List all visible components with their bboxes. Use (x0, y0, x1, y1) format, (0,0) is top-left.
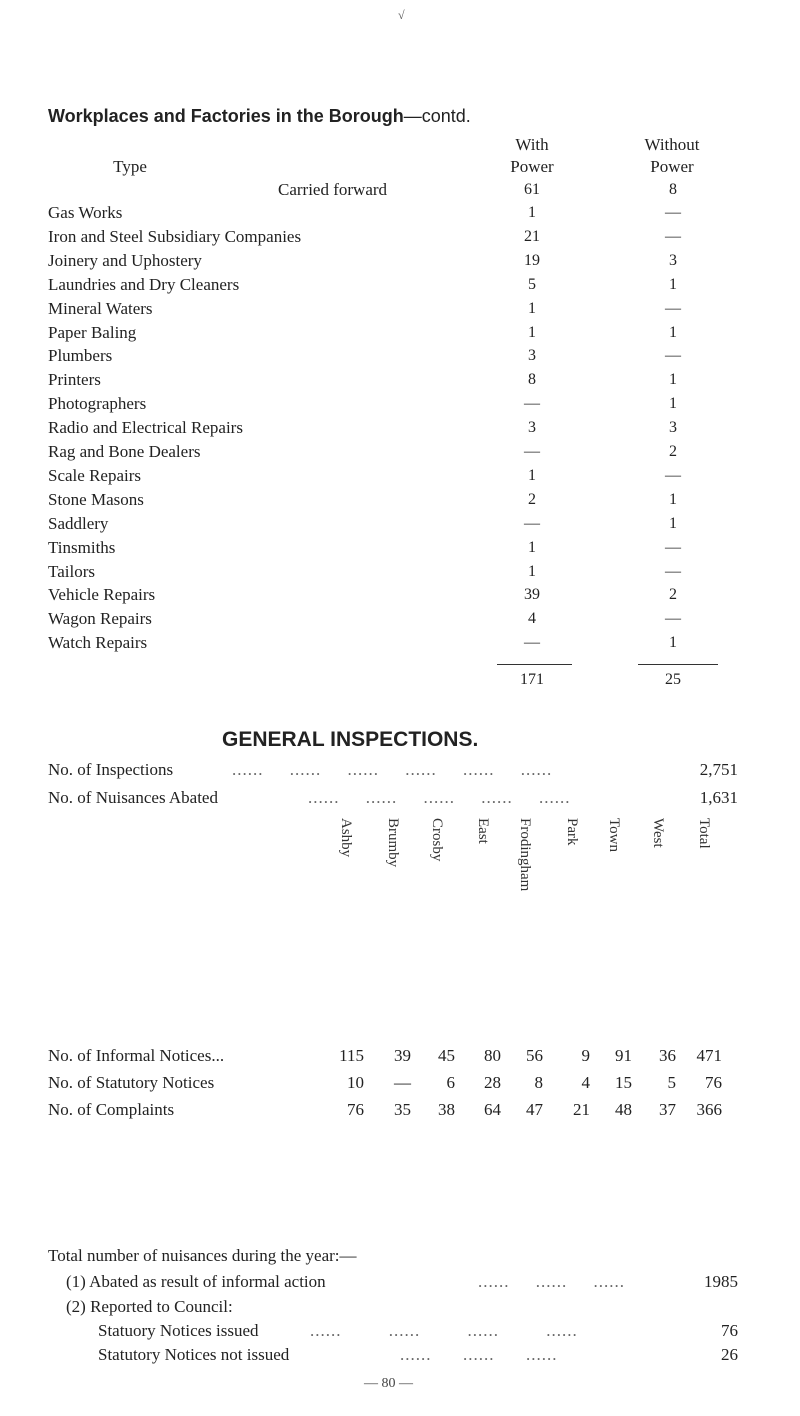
workplace-type: Tailors (48, 562, 95, 581)
district-cell: 56 (526, 1046, 543, 1065)
district-column-header: Brumby (385, 818, 401, 868)
district-cell: 76 (705, 1073, 722, 1092)
district-column-header: Crosby (429, 818, 445, 862)
workplace-type: Saddlery (48, 514, 109, 533)
with-power-value: 3 (528, 419, 536, 436)
district-column-header: Total (696, 818, 712, 849)
district-cell: — (394, 1073, 411, 1092)
workplace-type: Laundries and Dry Cleaners (48, 275, 240, 294)
reported-label: (2) Reported to Council: (66, 1297, 233, 1316)
district-cell: 76 (347, 1100, 364, 1119)
district-cell: 4 (581, 1073, 590, 1092)
with-power-value: 1 (528, 300, 536, 317)
district-row-label: No. of Complaints (48, 1100, 175, 1119)
with-power-value: 1 (528, 539, 536, 556)
not-issued-label: Statutory Notices not issued (98, 1345, 290, 1364)
without-power-value: — (665, 563, 681, 580)
district-cell: 47 (526, 1100, 543, 1119)
workplace-type: Scale Repairs (48, 466, 141, 485)
workplace-type: Rag and Bone Dealers (48, 442, 201, 461)
issued-label: Statuory Notices issued (98, 1321, 259, 1340)
district-cell: 471 (696, 1046, 722, 1065)
workplace-type: Printers (48, 370, 101, 389)
not-issued-value: 26 (721, 1345, 738, 1364)
district-column-header: West (650, 818, 666, 848)
district-cell: 91 (615, 1046, 632, 1065)
district-cell: 38 (438, 1100, 455, 1119)
workplace-type: Vehicle Repairs (48, 585, 156, 604)
total-without: 25 (665, 671, 681, 688)
carried-forward-label: Carried forward (278, 180, 388, 199)
district-cell: 5 (667, 1073, 676, 1092)
total-rule-with (497, 664, 572, 665)
with-power-value: 4 (528, 610, 536, 627)
workplace-type: Paper Baling (48, 323, 137, 342)
with-power-value: 19 (524, 252, 540, 269)
issued-value: 76 (721, 1321, 738, 1340)
with-power-value: 1 (528, 563, 536, 580)
abated-label: (1) Abated as result of informal action (66, 1272, 326, 1291)
district-cell: 45 (438, 1046, 455, 1065)
inspections-label: No. of Inspections (48, 760, 174, 779)
with-power-value: 5 (528, 276, 536, 293)
district-cell: 15 (615, 1073, 632, 1092)
district-column-header: Ashby (338, 818, 354, 858)
without-power-value: 1 (669, 491, 677, 508)
without-power-value: 2 (669, 586, 677, 603)
district-row-label: No. of Informal Notices... (48, 1046, 225, 1065)
district-row-label: No. of Statutory Notices (48, 1073, 215, 1092)
with-header-2: Power (510, 157, 554, 176)
workplace-type: Stone Masons (48, 490, 144, 509)
district-cell: 8 (534, 1073, 543, 1092)
district-cell: 37 (659, 1100, 676, 1119)
district-cell: 366 (696, 1100, 722, 1119)
district-column-header: Frodingham (517, 818, 533, 892)
without-power-value: — (665, 610, 681, 627)
district-cell: 80 (484, 1046, 501, 1065)
district-cell: 28 (484, 1073, 501, 1092)
workplace-type: Radio and Electrical Repairs (48, 418, 243, 437)
without-power-value: 1 (669, 324, 677, 341)
with-power-value: 21 (524, 228, 540, 245)
district-cell: 36 (659, 1046, 676, 1065)
without-power-value: — (665, 228, 681, 245)
with-power-value: 1 (528, 467, 536, 484)
without-header-1: Without (644, 135, 700, 154)
district-column-header: East (475, 818, 491, 844)
district-cell: 35 (394, 1100, 411, 1119)
district-column-header: Town (606, 818, 622, 852)
without-power-value: 3 (669, 419, 677, 436)
with-power-value: 3 (528, 347, 536, 364)
carried-with: 61 (524, 181, 540, 198)
district-cell: 10 (347, 1073, 364, 1092)
without-power-value: — (665, 204, 681, 221)
dot-leader: ...... ...... ...... (400, 1345, 558, 1364)
without-power-value: 1 (669, 634, 677, 651)
without-power-value: — (665, 347, 681, 364)
district-cell: 21 (573, 1100, 590, 1119)
district-cell: 115 (339, 1046, 364, 1065)
without-power-value: 1 (669, 515, 677, 532)
title-bold: Workplaces and Factories in the Borough (48, 106, 404, 126)
nuisances-label: No. of Nuisances Abated (48, 788, 218, 807)
workplace-type: Plumbers (48, 346, 113, 365)
workplace-type: Tinsmiths (48, 538, 116, 557)
with-power-value: — (524, 634, 540, 651)
with-power-value: 39 (524, 586, 540, 603)
with-header-1: With (515, 135, 549, 154)
without-power-value: 1 (669, 276, 677, 293)
page-title (48, 106, 471, 127)
dot-leader: ...... ...... ...... ...... ...... ...... (232, 760, 553, 779)
total-with: 171 (520, 671, 544, 688)
nuisances-value: 1,631 (699, 788, 738, 807)
with-power-value: 8 (528, 371, 536, 388)
district-cell: 64 (484, 1100, 501, 1119)
without-power-value: — (665, 539, 681, 556)
workplace-type: Gas Works (48, 203, 123, 222)
abated-value: 1985 (704, 1272, 738, 1291)
with-power-value: — (524, 443, 540, 460)
without-power-value: 2 (669, 443, 677, 460)
district-cell: 48 (615, 1100, 632, 1119)
total-nuisances-intro: Total number of nuisances during the year:— (48, 1246, 357, 1265)
workplace-type: Joinery and Uphostery (48, 251, 202, 270)
district-cell: 6 (446, 1073, 455, 1092)
page-number: — 80 — (364, 1376, 413, 1391)
type-header: Type (113, 157, 147, 176)
workplace-type: Photographers (48, 394, 147, 413)
district-cell: 9 (581, 1046, 590, 1065)
with-power-value: 2 (528, 491, 536, 508)
without-power-value: 1 (669, 395, 677, 412)
workplace-type: Watch Repairs (48, 633, 148, 652)
with-power-value: 1 (528, 204, 536, 221)
with-power-value: — (524, 395, 540, 412)
without-power-value: 3 (669, 252, 677, 269)
general-inspections-title: GENERAL INSPECTIONS. (222, 728, 479, 751)
district-column-header: Park (564, 818, 580, 846)
without-header-2: Power (650, 157, 694, 176)
total-rule-without (638, 664, 718, 665)
with-power-value: 1 (528, 324, 536, 341)
workplace-type: Wagon Repairs (48, 609, 152, 628)
without-power-value: — (665, 467, 681, 484)
without-power-value: 1 (669, 371, 677, 388)
inspections-value: 2,751 (699, 760, 738, 779)
title-rest: —contd. (403, 106, 471, 126)
district-cell: 39 (394, 1046, 411, 1065)
dot-leader: ...... ...... ...... (478, 1272, 625, 1291)
workplace-type: Iron and Steel Subsidiary Companies (48, 227, 302, 246)
dot-leader: ...... ...... ...... ...... ...... (308, 788, 571, 807)
carried-without: 8 (669, 181, 677, 198)
with-power-value: — (524, 515, 540, 532)
workplace-type: Mineral Waters (48, 299, 153, 318)
page-tick-mark: √ (398, 8, 405, 22)
without-power-value: — (665, 300, 681, 317)
dot-leader: ...... ...... ...... ...... (310, 1321, 578, 1340)
